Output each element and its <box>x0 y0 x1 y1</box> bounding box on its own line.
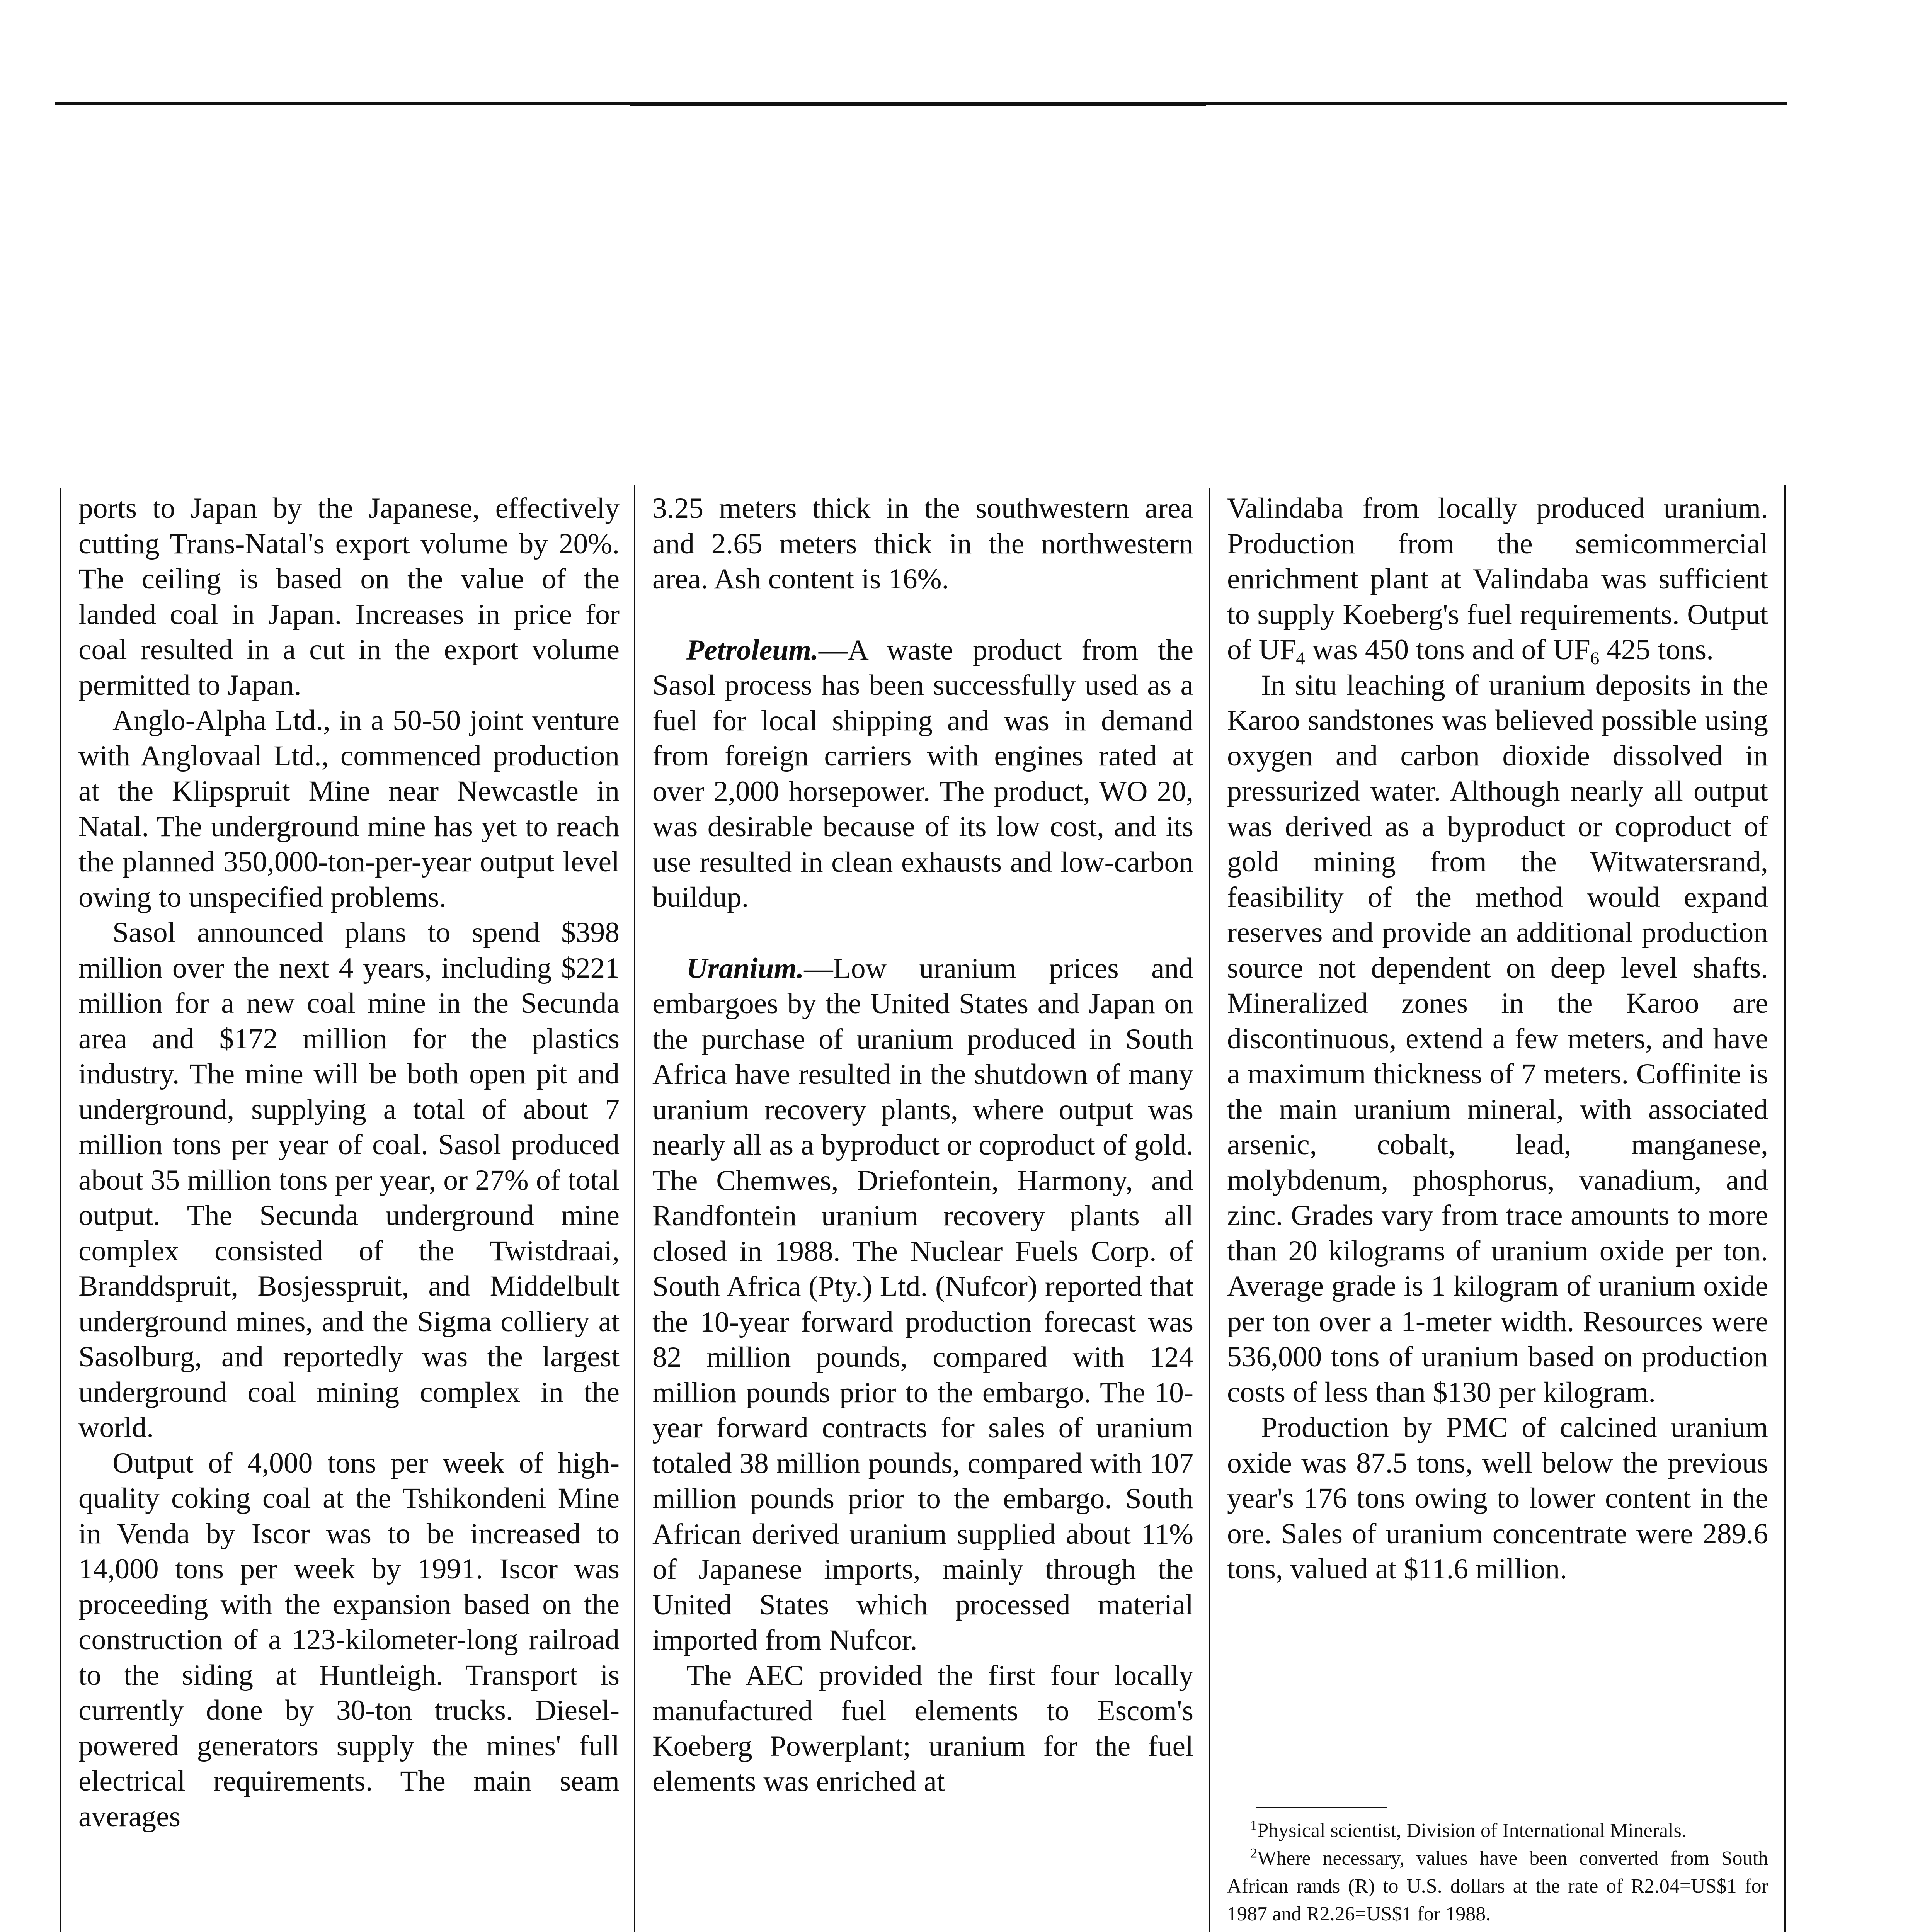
footnotes <box>1227 1817 1768 1928</box>
top-rule-accent <box>630 102 1206 106</box>
paragraph: Sasol announced plans to spend $398 million over the next 4 years, including $221 million for a new coal mine in the Secunda area and $172 million for the plastics industry. The mine will be both open pit and underground, supplying a total of about 7 million tons per year of coal. Sasol produced about 35 million tons per year, or 27% of total output. The Secunda underground mine complex consisted of the Twistdraai, Branddspruit, Bosjesspruit, and Middelbult underground mines, and the Sigma colliery at Sasolburg, and reportedly was the largest underground coal mining complex in the world. <box>78 917 620 1444</box>
paragraph: Valindaba from locally produced uranium. Production from the semicommercial enrichment plant at Valindaba was sufficient to supply Koeberg's fuel requirements. Output of $UF_4$ was 450 tons and of $UF_6$ 425 tons. <box>1227 492 1768 669</box>
footnote-rule <box>1256 1807 1387 1808</box>
paragraph: Output of 4,000 tons per week of high-quality coking coal at the Tshikondeni Mine in Venda by Iscor was to be increased to 14,000 tons per week by 1991. Iscor was proceeding with the expansion based on the construction of a 123-kilometer-long railroad to the siding at Huntleigh. Transport is currently done by 30-ton trucks. Diesel-powered generators supply the mines' full electrical requirements. The main seam averages <box>78 1447 620 1833</box>
column-divider-left <box>60 488 61 1932</box>
text-column-2 <box>652 491 1193 1799</box>
footnote-2: $^2$Where necessary, values have been converted from South African rands (R) to U.S. dollars at the rate of R2.04=US$1 for 1987 and R2.26=US$1 for 1988. <box>1227 1845 1768 1925</box>
column-divider-right <box>1784 485 1786 1932</box>
section-heading-petroleum: Petroleum. <box>686 634 819 666</box>
paragraph: In situ leaching of uranium deposits in the Karoo sandstones was believed possible using oxygen and carbon dioxide dissolved in pressurized water. Although nearly all output was derived as a byproduct or coproduct of gold mining from the Witwatersrand, feasibility of the method would expand reserves and provide an additional production source not dependent on deep level shafts. Mineralized zones in the Karoo are discontinuous, extend a few meters, and have a maximum thickness of 7 meters. Coffinite is the main uranium mineral, with associated arsenic, cobalt, lead, manganese, molybdenum, phosphorus, vanadium, and zinc. Grades vary from trace amounts to more than 20 kilograms of uranium oxide per ton. Average grade is 1 kilogram of uranium oxide per ton over a 1-meter width. Resources were 536,000 tons of uranium based on production costs of less than $130 per kilogram. <box>1227 669 1768 1408</box>
column-divider-2 <box>1209 488 1210 1932</box>
footnote-1: $^1$Physical scientist, Division of International Minerals. <box>1250 1817 1687 1842</box>
paragraph: —A waste product from the Sasol process has been successfully used as a fuel for local shipping and was in demand from foreign carriers with engines rated at over 2,000 horsepower. The product, WO 20, was desirable because of its low cost, and its use resulted in clean exhausts and low-carbon buildup. <box>652 634 1193 913</box>
column-divider-1 <box>634 485 635 1932</box>
section-heading-uranium: Uranium. <box>686 952 804 985</box>
petroleum-section <box>652 633 1193 915</box>
paragraph: —Low uranium prices and embargoes by the United States and Japan on the purchase of uranium produced in South Africa have resulted in the shutdown of many uranium recovery plants, where output was nearly all as a byproduct or coproduct of gold. The Chemwes, Driefontein, Harmony, and Randfontein uranium recovery plants all closed in 1988. The Nuclear Fuels Corp. of South Africa (Pty.) Ltd. (Nufcor) reported that the 10-year forward production forecast was 82 million pounds, compared with 124 million pounds prior to the embargo. The 10-year forward contracts for sales of uranium totaled 38 million pounds, compared with 107 million pounds prior to the embargo. South African derived uranium supplied about 11% of Japanese imports, mainly through the United States which processed material imported from Nufcor. <box>652 952 1193 1656</box>
paragraph: 3.25 meters thick in the southwestern area and 2.65 meters thick in the northwestern area. Ash content is 16%. <box>652 492 1193 595</box>
text-column-1 <box>78 491 620 1834</box>
paragraph: The AEC provided the first four locally manufactured fuel elements to Escom's Koeberg Powerplant; uranium for the fuel elements was enriched at <box>652 1659 1193 1798</box>
paragraph: Production by PMC of calcined uranium oxide was 87.5 tons, well below the previous year's 176 tons owing to lower content in the ore. Sales of uranium concentrate were 289.6 tons, valued at $11.6 million. <box>1227 1412 1768 1585</box>
uranium-section <box>652 951 1193 1658</box>
paragraph: Anglo-Alpha Ltd., in a 50-50 joint venture with Anglovaal Ltd., commenced production at the Klipspruit Mine near Newcastle in Natal. The underground mine has yet to reach the planned 350,000-ton-per-year output level owing to unspecified problems. <box>78 704 620 913</box>
paragraph: ports to Japan by the Japanese, effectively cutting Trans-Natal's export volume by 20%. The ceiling is based on the value of the landed coal in Japan. Increases in price for coal resulted in a cut in the export volume permitted to Japan. <box>78 492 620 701</box>
text-column-3 <box>1227 491 1768 1587</box>
